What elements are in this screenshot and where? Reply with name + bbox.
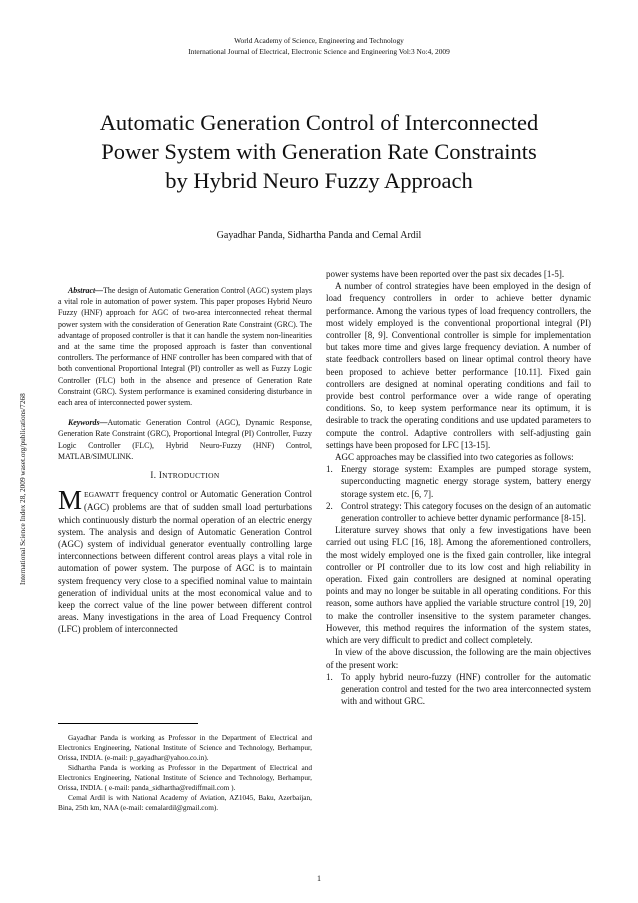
right-paragraph-3: AGC approaches may be classified into two categories as follows: [335,452,574,463]
section-title-first: I [158,470,163,481]
list-item [326,500,591,524]
section-heading-introduction [58,469,312,482]
footnote-rule [58,723,198,724]
category-list [326,463,591,524]
list-item-text: Control strategy: This category focuses on the design of an automatic generation controller to achieve better dynamic performance [8-15]. [341,500,591,524]
header-line-1: World Academy of Science, Engineering and Technology [234,36,404,45]
keywords-text: Automatic Generation Control (AGC), Dynamic Response, Generation Rate Constraint (GRC), Proportional Integral (PI) Controller, Fuzzy Logic Controller (FLC), Hybrid Neuro-Fuzzy (HNF) Control, MATLAB/SIMULINK. [58,418,312,461]
section-number: I. [150,470,157,481]
right-paragraph-2: A number of control strategies have been employed in the design of load frequency controllers in order to achieve better dynamic performance. Among the various types of load frequency controllers, the most widely employed is the conventional proportional integral (PI) controller [8, 9]. Conventional controller is simple for implementation but takes more time and gives large frequency deviation. A number of state feedback controllers based on linear optimal control theory have been proposed to achieve better performance [10.11]. Fixed gain controllers are designed at nominal operating conditions and fail to provide best control performance over a wide range of operating conditions. So, to keep system performance near its optimum, it is desirable to track the operating conditions and use updated parameters to compute the control. Adaptive controllers with self-adjusting gain settings have been proposed for LFC [13-15]. [326,281,591,450]
list-item [326,463,591,500]
footnote-3: Cemal Ardil is with National Academy of Aviation, AZ1045, Baku, Azerbaijan, Bina, 25th km, NAA (e-mail: cemalardil@gmail.com). [58,792,312,812]
author-list: Gayadhar Panda, Sidhartha Panda and Cemal Ardil [216,230,422,241]
title-line-1: Automatic Generation Control of Interconnected [99,110,539,135]
intro-smallcaps: EGAWATT [84,490,120,500]
abstract [58,285,312,408]
list-item-text: To apply hybrid neuro-fuzzy (HNF) controller for the automatic generation control and tested for the two area interconnected system with and without GRC. [341,671,591,707]
abstract-label: Abstract— [68,286,104,295]
footnote-1: Gayadhar Panda is working as Professor in the Department of Electrical and Electronics Engineering, National Institute of Science and Technology, Berhampur, Orissa, INDIA. (e-mail: p_gayadhar@yahoo.co.in). [58,732,312,762]
page-number: 1 [317,874,321,883]
right-paragraph-4: Literature survey shows that only a few investigations have been carried out using FLC [16, 18]. Among the aforementioned controllers, the most widely employed one is the fixed gain controller, like integral controller or PI controller due to its low cost and high reliability in operation. Fixed gain controllers are designed at nominal operating points and may no longer be suitable in all operating conditions. For this reason, some authors have applied the variable structure control [19, 20] to make the controller insensitive to the system parameter changes. However, this method requires the information of the system states, which are very difficult to predict and collect completely. [326,525,591,646]
drop-cap: M [58,485,83,516]
header-line-2: International Journal of Electrical, Electronic Science and Engineering Vol:3 No:4, 2009 [188,47,450,56]
list-item-number: 1. [326,464,333,475]
title-line-3: by Hybrid Neuro Fuzzy Approach [165,168,473,193]
title-line-2: Power System with Generation Rate Constraints [101,139,537,164]
list-item-number: 2. [326,500,333,511]
keywords-label: Keywords— [68,418,108,428]
right-column [326,268,591,707]
list-item-text: Energy storage system: Examples are pumped storage system, superconducting magnetic energy storage system, battery energy storage system etc. [6, 7]. [341,464,591,499]
running-header [0,35,638,57]
keywords [58,417,312,462]
list-item [326,671,591,708]
right-paragraph-5: In view of the above discussion, the following are the main objectives of the present work: [326,647,591,670]
left-column [58,268,312,813]
list-item-number: 1. [326,671,333,682]
footnote-2: Sidhartha Panda is working as Professor in the Department of Electrical and Electronics Engineering, National Institute of Science and Technology, Berhampur, Orissa, INDIA. ( e-mail: panda_sidhartha@rediffmail.com ). [58,762,312,792]
intro-paragraph [58,485,312,635]
objectives-list [326,671,591,708]
section-title-rest: NTRODUCTION [162,471,220,481]
abstract-text: The design of Automatic Generation Control (AGC) system plays a vital role in automation of power system. This paper proposes Hybrid Neuro Fuzzy (HNF) approach for AGC of two-area interconnected reheat thermal power system with the consideration of Generation Rate Constraint (GRC). The advantage of proposed controller is that it can handle the system non-linearities and at the same time the proposed approach is faster than conventional controllers. The performance of HNF controller has been compared with that of both conventional Proportional Integral (PI) controller as well as Fuzzy Logic Controller (FLC) both in the absence and presence of Generation Rate Constraint (GRC). System performance is examined considering disturbance in each area of interconnected power system. [58,286,312,408]
side-index-text: International Science Index 28, 2009 waset.org/publications/7268 [18,393,27,585]
right-paragraph-1: power systems have been reported over the past six decades [1-5]. [326,269,565,279]
intro-text: frequency control or Automatic Generation Control (AGC) problems are that of sudden small load perturbations which continuously disturb the normal operation of an electric energy system. The analysis and design of Automatic Generation Control (AGC) system of individual generator eventually controlling large interconnections between different control areas plays a vital role in automation of power system. The purpose of AGC is to maintain system frequency very close to a specified nominal value to maintain generation of individual units at the most economical value and to keep the correct value of the line power between different control areas. Many investigations in the area of Load Frequency Control (LFC) problem of interconnected [58,489,312,635]
paper-title [40,108,598,195]
